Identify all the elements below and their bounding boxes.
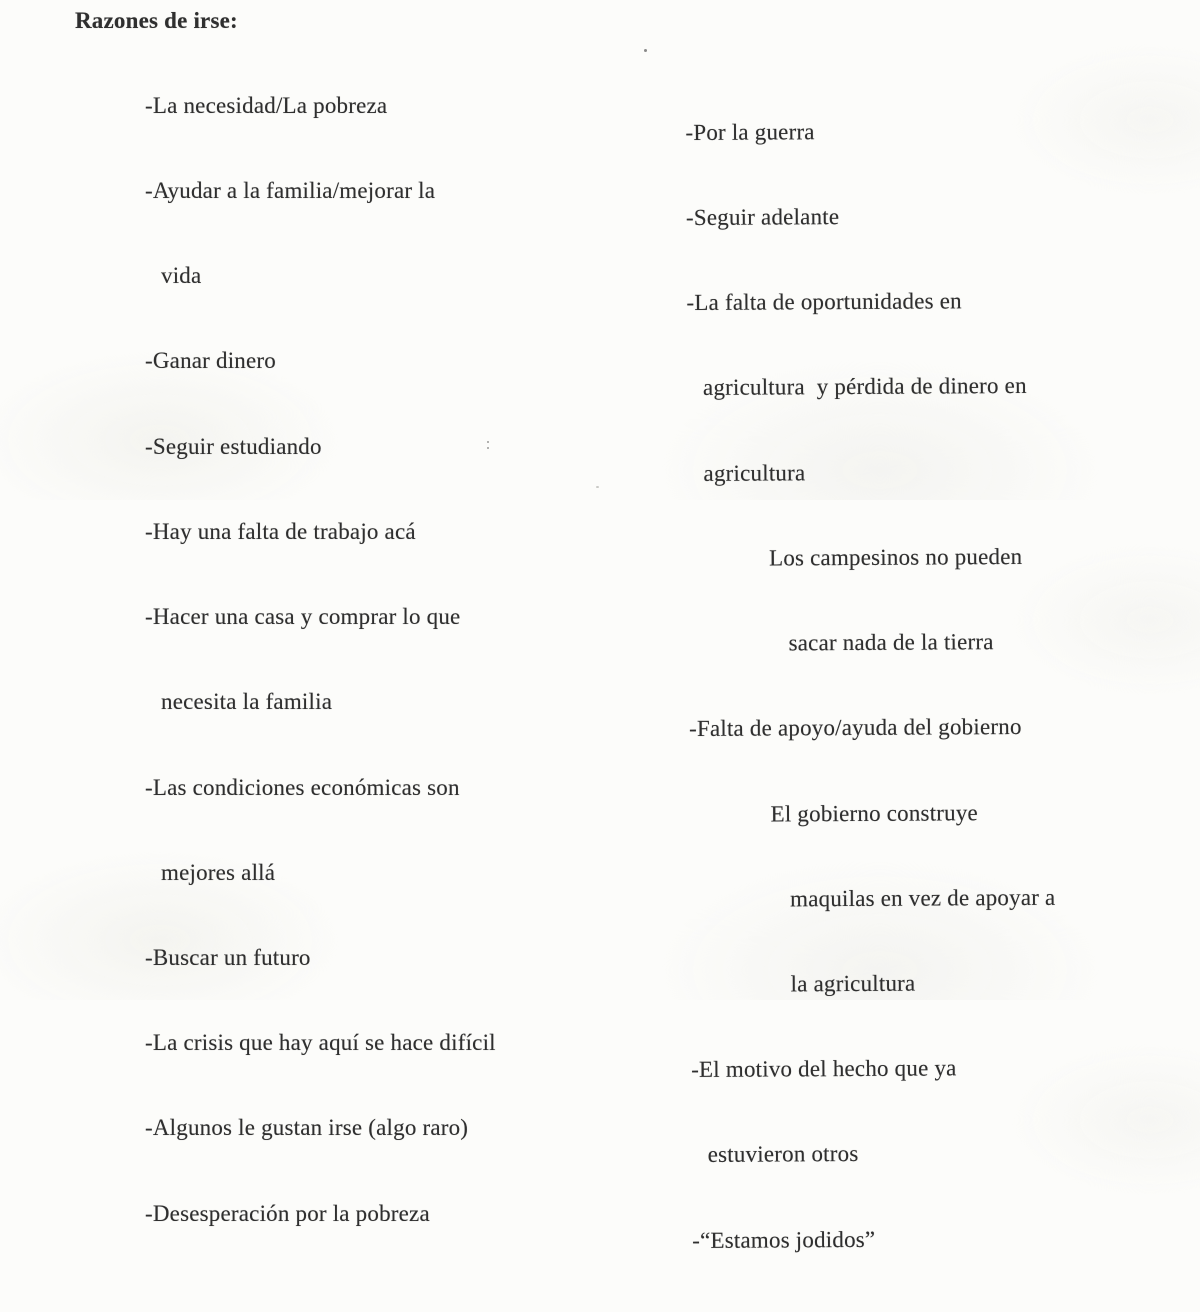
list-line: mejores allá [161, 859, 276, 885]
list-line: -Hacer una casa y comprar lo que [145, 604, 461, 630]
list-line: -La crisis que hay aquí se hace difícil [145, 1030, 496, 1056]
list-line: -Falta de apoyo/ayuda del gobierno [688, 714, 1022, 742]
list-line: vida [161, 263, 202, 289]
list-line: -La falta de oportunidades en [686, 288, 962, 316]
list-line: agricultura [703, 459, 806, 486]
left-column-list [145, 35, 496, 1285]
list-line: necesita la familia [161, 689, 333, 715]
list-line: El gobierno construye [770, 799, 978, 827]
scan-speck [487, 441, 489, 443]
list-line: -Desesperación por la pobreza [145, 1200, 430, 1226]
list-line: -Hay una falta de trabajo acá [145, 518, 416, 544]
list-line: -Ganar dinero [145, 348, 276, 374]
list-line: -Seguir estudiando [145, 433, 322, 459]
scan-speck [596, 486, 599, 488]
list-line: -Ayudar a la familia/mejorar la [145, 178, 436, 204]
list-line: maquilas en vez de apoyar a [790, 884, 1056, 912]
list-line: -Buscar un futuro [145, 945, 311, 970]
list-line: estuvieron otros [707, 1141, 859, 1168]
page-title: Razones de irse: [75, 8, 238, 33]
right-column-list [685, 60, 1058, 1312]
list-line: -Seguir adelante [685, 204, 840, 231]
list-line: sacar nada de la tierra [788, 629, 994, 656]
list-line: -Las condiciones económicas son [145, 774, 460, 800]
list-line: -Por la guerra [685, 119, 815, 145]
list-line: -“Estamos jodidos” [692, 1226, 876, 1253]
list-line: -La necesidad/La pobreza [145, 92, 388, 118]
list-line: la agricultura [790, 970, 916, 997]
scan-speck [644, 49, 647, 52]
list-line: -El motivo del hecho que ya [691, 1055, 957, 1083]
list-line: Los campesinos no pueden [768, 543, 1023, 571]
list-line: agricultura y pérdida de dinero en [702, 373, 1027, 401]
list-line: -Algunos le gustan irse (algo raro) [145, 1115, 469, 1141]
